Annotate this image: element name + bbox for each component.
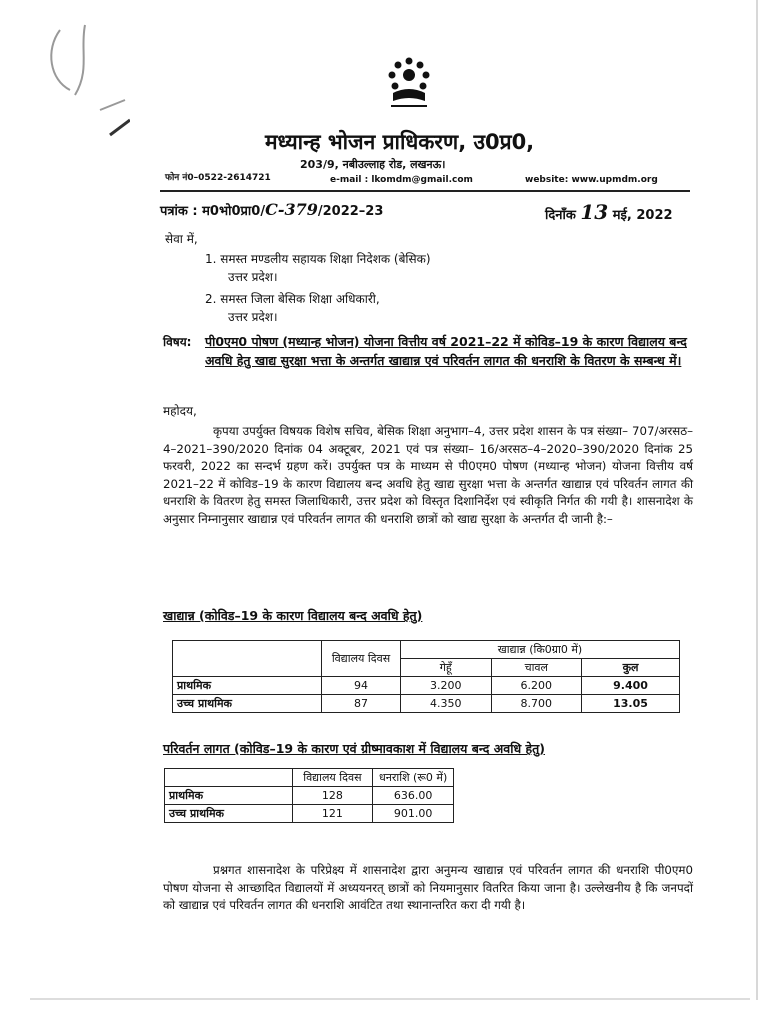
row-level: प्राथमिक [173,677,322,695]
reference-number [160,200,383,219]
date-label: दिनाँक [545,208,576,223]
row-days: 94 [322,677,401,695]
row-total: 9.400 [582,677,680,695]
table-cell-empty [173,641,322,677]
pen-scribble-mark [40,20,130,140]
letter-date [545,200,673,224]
phone-number: फोन नं0–0522-2614721 [165,173,271,183]
table-header-total: कुल [582,659,680,677]
organization-address: 203/9, नबीउल्लाह रोड, लखनऊ। [300,158,446,171]
subject-text: पी0एम0 पोषण (मध्यान्ह भोजन) योजना वित्तीय वर्ष 2021–22 में कोविड–19 के कारण विद्यालय बन्द अवधि हेतु खाद्य सुरक्षा भत्ता के अन्तर्गत खाद्यान्न एवं परिवर्तन लागत की धनराशि के वितरण के सम्बन्ध में। [205,334,687,368]
row-amount: 636.00 [373,787,454,805]
recipient-2-line-1: 2. समस्त जिला बेसिक शिक्षा अधिकारी, [205,292,380,306]
website-address: website: www.upmdm.org [525,175,658,185]
table-header-wheat: गेहूँ [401,659,492,677]
row-days: 121 [292,805,373,823]
table-header-rice: चावल [491,659,582,677]
salutation: महोदय, [163,404,197,418]
reference-label: पत्रांक : म0भो0प्रा0/ [160,204,266,219]
row-days: 87 [322,695,401,713]
table-header-days: विद्यालय दिवस [322,641,401,677]
organization-name: मध्यान्ह भोजन प्राधिकरण, उ0प्र0, [265,130,535,154]
page-edge-bottom [30,998,750,1000]
page-edge-right [756,0,758,1000]
authority-logo-icon [383,55,435,111]
header-divider [160,190,690,192]
table-1-heading: खाद्यान्न (कोविड–19 के कारण विद्यालय बन्द अवधि हेतु) [163,608,423,623]
date-suffix: मई, 2022 [612,208,673,223]
row-days: 128 [292,787,373,805]
recipient-1-line-2: उत्तर प्रदेश। [228,270,278,284]
recipient-1-line-1: 1. समस्त मण्डलीय सहायक शिक्षा निदेशक (बेसिक) [205,252,431,266]
body-paragraph-2: प्रश्नगत शासनादेश के परिप्रेक्ष्य में शासनादेश द्वारा अनुमन्य खाद्यान्न एवं परिवर्तन लागत की धनराशि पी0एम0 पोषण योजना से आच्छादित विद्यालयों में अध्ययनरत् छात्रों को नियमानुसार वितरित किया जाना है। उल्लेखनीय है कि जनपदों को खाद्यान्न एवं परिवर्तन लागत की धनराशि आवंटित तथा स्थानान्तरित करा दी गयी है। [163,863,693,913]
table-cell-empty [165,769,293,787]
conversion-cost-table [164,768,454,823]
row-rice: 8.700 [491,695,582,713]
row-wheat: 4.350 [401,695,492,713]
recipient-intro: सेवा में, [165,232,198,246]
table-row [165,787,454,805]
subject-label: विषय: [163,335,192,349]
body-paragraph-1: कृपया उपर्युक्त विषयक विशेष सचिव, बेसिक शिक्षा अनुभाग–4, उत्तर प्रदेश शासन के पत्र संख्या– 707/अरसठ–4–2021–390/2020 दिनांक 04 अक्टूबर, 2021 एवं पत्र संख्या– 16/अरसठ–4–2020–390/2020 दिनांक 25 फरवरी, 2022 का सन्दर्भ ग्रहण करें। उपर्युक्त पत्र के माध्यम से पी0एम0 पोषण (मध्यान्ह भोजन) योजना वित्तीय वर्ष 2021–22 में कोविड–19 के कारण विद्यालय बन्द अवधि हेतु खाद्य सुरक्षा भत्ता के अन्तर्गत खाद्यान्न एवं परिवर्तन लागत की धनराशि के वितरण हेतु समस्त जिलाधिकारी, उत्तर प्रदेश को विस्तृत दिशानिर्देश एवं स्वीकृति निर्गत की गयी है। शासनादेश के अनुसार निम्नानुसार खाद्यान्न एवं परिवर्तन लागत की धनराशि छात्रों को खाद्य सुरक्षा के अन्तर्गत दी जानी है:– [163,424,693,526]
table-2-heading: परिवर्तन लागत (कोविड–19 के कारण एवं ग्रीष्मावकाश में विद्यालय बन्द अवधि हेतु) [163,741,546,756]
reference-suffix: /2022–23 [317,204,384,219]
table-row [165,805,454,823]
row-level: उच्च प्राथमिक [173,695,322,713]
row-rice: 6.200 [491,677,582,695]
row-wheat: 3.200 [401,677,492,695]
table-header-days: विद्यालय दिवस [292,769,373,787]
foodgrain-table [172,640,680,713]
table-row [173,677,680,695]
row-amount: 901.00 [373,805,454,823]
reference-handwritten: C-379 [265,200,318,219]
row-level: प्राथमिक [165,787,293,805]
row-total: 13.05 [582,695,680,713]
date-handwritten: 13 [580,200,609,224]
table-header-amount: धनराशि (रू0 में) [373,769,454,787]
table-header-grain: खाद्यान्न (कि0ग्रा0 में) [401,641,680,659]
row-level: उच्च प्राथमिक [165,805,293,823]
email-address: e-mail : lkomdm@gmail.com [330,175,473,185]
recipient-2-line-2: उत्तर प्रदेश। [228,310,278,324]
table-row [173,695,680,713]
